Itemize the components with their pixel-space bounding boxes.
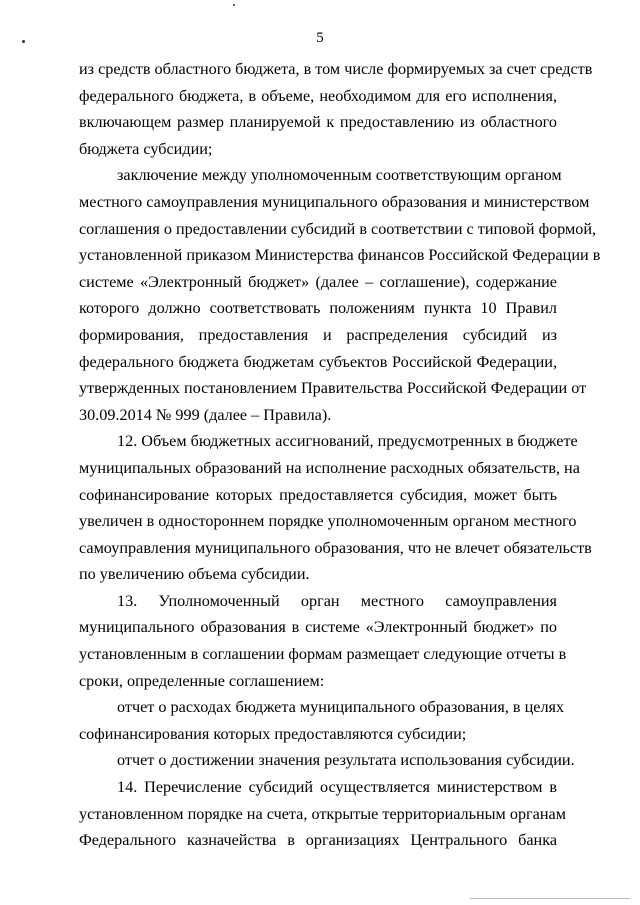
text-line: соглашения о предоставлении субсидий в соответствии с типовой формой, <box>79 219 597 238</box>
text-line: местного самоуправления муниципального образования и министерством <box>79 192 590 211</box>
text-line: бюджета субсидии; <box>79 139 213 158</box>
text-line: установленном порядке на счета, открытые территориальным органам <box>79 804 566 823</box>
text-line: отчет о расходах бюджета муниципального образования, в целях <box>117 698 565 717</box>
text-line: установленным в соглашении формам размещает следующие отчеты в <box>79 645 567 664</box>
text-line: софинансирования которых предоставляются субсидии; <box>79 724 467 743</box>
text-line: формирования, предоставления и распределения субсидий из <box>79 325 557 344</box>
text-line: заключение между уполномоченным соответствующим органом <box>117 166 562 185</box>
text-line: увеличен в одностороннем порядке уполномоченным органом местного <box>79 512 577 531</box>
text-line: Федерального казначейства в организациях Центрального банка <box>79 831 557 850</box>
text-line: федерального бюджета, в объеме, необходимом для его исполнения, <box>79 86 557 105</box>
text-line: которого должно соответствовать положениям пункта 10 Правил <box>79 299 557 318</box>
text-line: муниципальных образований на исполнение расходных обязательств, на <box>79 458 580 477</box>
text-line: софинансирование которых предоставляется субсидия, может быть <box>79 485 557 504</box>
text-line: из средств областного бюджета, в том числе формируемых за счет средств <box>79 60 593 78</box>
text-line: муниципального образования в системе «Электронный бюджет» по <box>79 618 557 637</box>
text-line: по увеличению объема субсидии. <box>79 565 310 584</box>
scan-edge-mark <box>470 898 630 899</box>
text-line: включающем размер планируемой к предоставлению из областного <box>79 113 557 132</box>
text-line: системе «Электронный бюджет» (далее – соглашение), содержание <box>79 272 557 291</box>
text-line: федерального бюджета бюджетам субъектов Российской Федерации, <box>79 352 557 371</box>
document-body <box>79 56 601 854</box>
text-line: 30.09.2014 № 999 (далее – Правила). <box>79 405 332 424</box>
text-line: отчет о достижении значения результата использования субсидии. <box>117 751 575 770</box>
text-line: самоуправления муниципального образования, что не влечет обязательств <box>79 538 592 557</box>
text-line: установленной приказом Министерства финансов Российской Федерации в <box>79 246 601 265</box>
text-line: сроки, определенные соглашением: <box>79 671 325 690</box>
text-line: 14. Перечисление субсидий осуществляется министерством в <box>117 778 557 797</box>
page-number: 5 <box>316 30 324 46</box>
text-line: 12. Объем бюджетных ассигнований, предусмотренных в бюджете <box>117 432 578 451</box>
scan-speck-top <box>233 4 235 6</box>
text-line: 13. Уполномоченный орган местного самоуправления <box>117 591 557 610</box>
text-line: утвержденных постановлением Правительства Российской Федерации от <box>79 379 587 398</box>
